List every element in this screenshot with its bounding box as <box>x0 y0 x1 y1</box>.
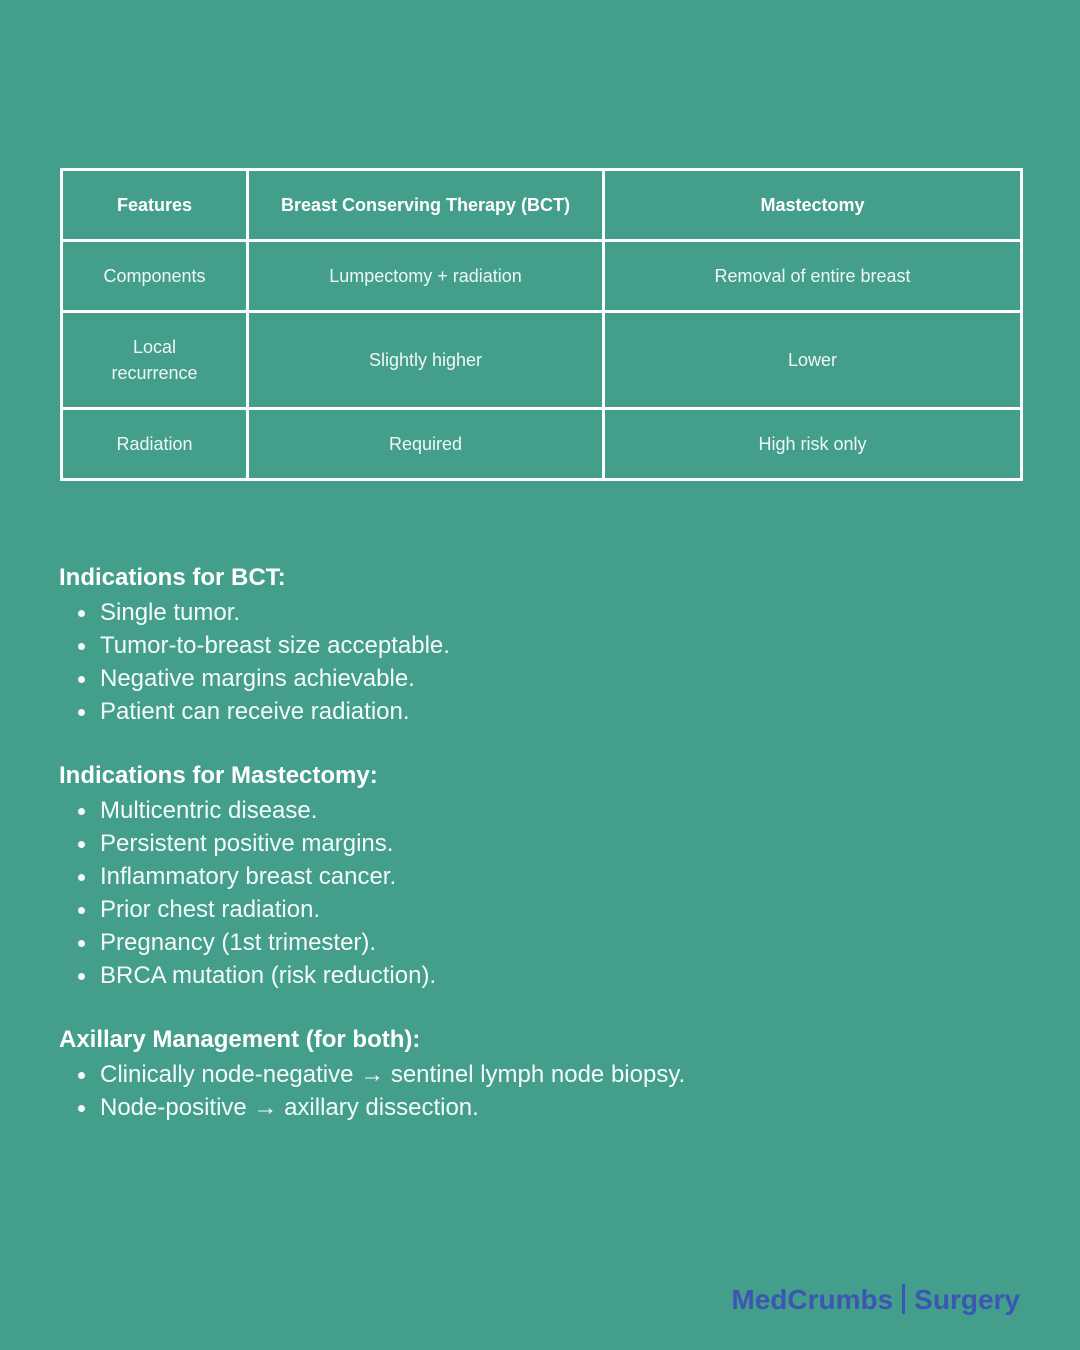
section-title: Indications for BCT: <box>59 564 286 591</box>
list-item: Inflammatory breast cancer. <box>100 860 436 893</box>
table-row <box>62 409 1022 480</box>
bct-indications-section <box>59 561 450 728</box>
brand-name: MedCrumbs <box>731 1284 894 1315</box>
bullet-list <box>59 596 450 728</box>
mastectomy-indications-section <box>59 759 436 992</box>
cell-bct: Slightly higher <box>248 312 604 409</box>
list-item: Persistent positive margins. <box>100 827 436 860</box>
list-item: Single tumor. <box>100 596 450 629</box>
list-item: Pregnancy (1st trimester). <box>100 926 436 959</box>
list-item: Patient can receive radiation. <box>100 695 450 728</box>
table-row <box>62 312 1022 409</box>
section-title: Indications for Mastectomy: <box>59 762 378 789</box>
cell-feature-line: recurrence <box>111 363 198 383</box>
table-header-row <box>62 170 1022 241</box>
list-item: Multicentric disease. <box>100 794 436 827</box>
cell-bct: Lumpectomy + radiation <box>248 241 604 312</box>
comparison-table <box>60 168 1023 481</box>
list-item: Tumor-to-breast size acceptable. <box>100 629 450 662</box>
brand-logo <box>731 1282 1020 1318</box>
cell-mastectomy: Lower <box>604 312 1022 409</box>
table-row <box>62 241 1022 312</box>
cell-feature: Radiation <box>62 409 248 480</box>
bullet-list <box>59 1058 685 1124</box>
list-item: Prior chest radiation. <box>100 893 436 926</box>
cell-bct: Required <box>248 409 604 480</box>
bullet-list <box>59 794 436 992</box>
brand-category: Surgery <box>914 1284 1020 1315</box>
cell-mastectomy: High risk only <box>604 409 1022 480</box>
header-features: Features <box>62 170 248 241</box>
brand-divider <box>902 1284 905 1314</box>
list-item: Negative margins achievable. <box>100 662 450 695</box>
cell-feature: Components <box>62 241 248 312</box>
header-mastectomy: Mastectomy <box>604 170 1022 241</box>
header-bct: Breast Conserving Therapy (BCT) <box>248 170 604 241</box>
cell-mastectomy: Removal of entire breast <box>604 241 1022 312</box>
cell-feature <box>62 312 248 409</box>
list-item: BRCA mutation (risk reduction). <box>100 959 436 992</box>
list-item: Clinically node-negative → sentinel lymph node biopsy. <box>100 1058 685 1091</box>
cell-feature-line: Local <box>132 337 177 357</box>
list-item: Node-positive → axillary dissection. <box>100 1091 685 1124</box>
section-title: Axillary Management (for both): <box>59 1026 421 1053</box>
axillary-management-section <box>59 1023 685 1124</box>
